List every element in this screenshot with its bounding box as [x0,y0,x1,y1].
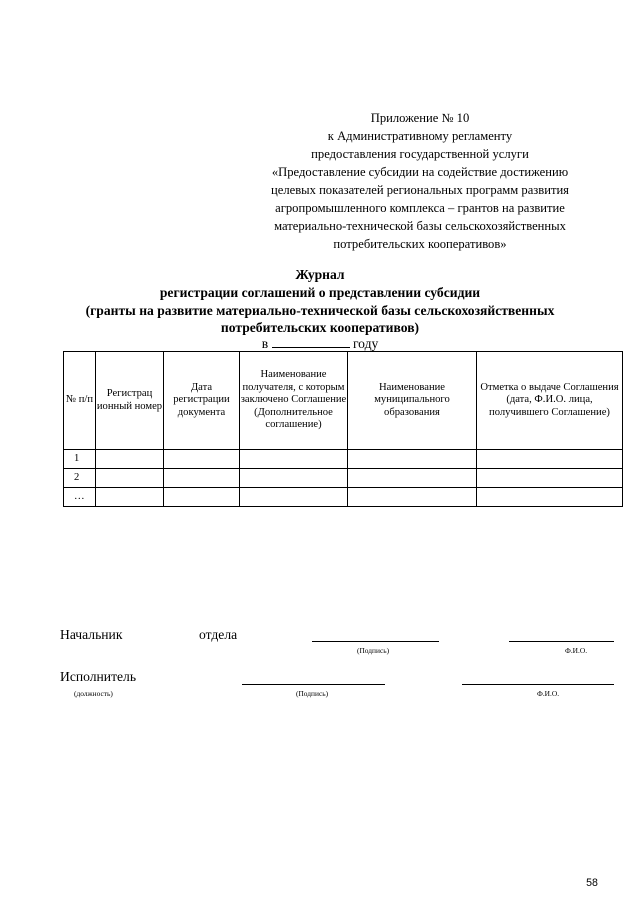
table-cell [348,450,477,469]
table-cell [96,488,164,507]
table-cell: … [64,488,96,507]
department-label: отдела [199,627,238,642]
header-issue-mark: Отметка о выдаче Соглашения (дата, Ф.И.О. лица, получившего Соглашение) [477,352,623,450]
head-label: Начальник [60,627,123,642]
journal-subtitle: регистрации соглашений о представлении субсидии [159,285,481,300]
table-cell [164,450,240,469]
appendix-line: Приложение № 10 [370,111,470,125]
table-cell [240,488,348,507]
appendix-line: агропромышленного комплекса – грантов на развитие [275,201,565,215]
year-suffix: году [352,336,379,351]
executor-name-caption: Ф.И.О. [537,689,560,698]
head-name-caption: Ф.И.О. [565,646,588,655]
appendix-line: «Предоставление субсидии на содействие достижению [271,165,569,179]
header-recipient-name: Наименование получателя, с которым заключено Соглашение (Дополнительное соглашение) [240,352,348,450]
page-number: 58 [586,877,598,889]
header-municipality: Наименование муниципального образования [348,352,477,450]
journal-title: Журнал [295,267,345,282]
table-header-row [64,352,623,450]
executor-name-line [462,684,614,685]
executor-label: Исполнитель [60,669,137,684]
appendix-line: потребительских кооперативов» [333,237,507,251]
year-prefix: в [261,336,269,351]
header-registration-number: Регистрац ионный номер [96,352,164,450]
table-cell [164,488,240,507]
journal-note-line1: (гранты на развитие материально-технической базы сельскохозяйственных [85,303,555,318]
table-cell [240,450,348,469]
table-cell [348,488,477,507]
table-cell [96,450,164,469]
appendix-block [230,109,610,253]
table-row [64,450,623,469]
appendix-line: материально-технической базы сельскохозяйственных [274,219,566,233]
table-row [64,488,623,507]
executor-position-caption: (должность) [74,689,113,698]
table-cell [164,469,240,488]
head-signature-caption: (Подпись) [357,646,390,655]
table-cell: 2 [64,469,96,488]
table-cell: 1 [64,450,96,469]
executor-signature-caption: (Подпись) [296,689,329,698]
header-number: № п/п [64,352,96,450]
registration-table [63,351,623,507]
appendix-line: целевых показателей региональных программ развития [271,183,569,197]
table-cell [477,450,623,469]
header-registration-date: Дата регистрации документа [164,352,240,450]
table-row [64,469,623,488]
appendix-line: предоставления государственной услуги [311,147,529,161]
head-name-line [509,641,614,642]
table-cell [348,469,477,488]
table-cell [477,488,623,507]
journal-note-line2: потребительских кооперативов) [220,320,420,335]
table-cell [240,469,348,488]
head-signature-line [312,641,439,642]
year-line [0,336,640,352]
executor-signature-line [242,684,385,685]
appendix-line: к Административному регламенту [327,129,513,143]
table-cell [96,469,164,488]
table-cell [477,469,623,488]
year-blank-field [272,336,350,348]
